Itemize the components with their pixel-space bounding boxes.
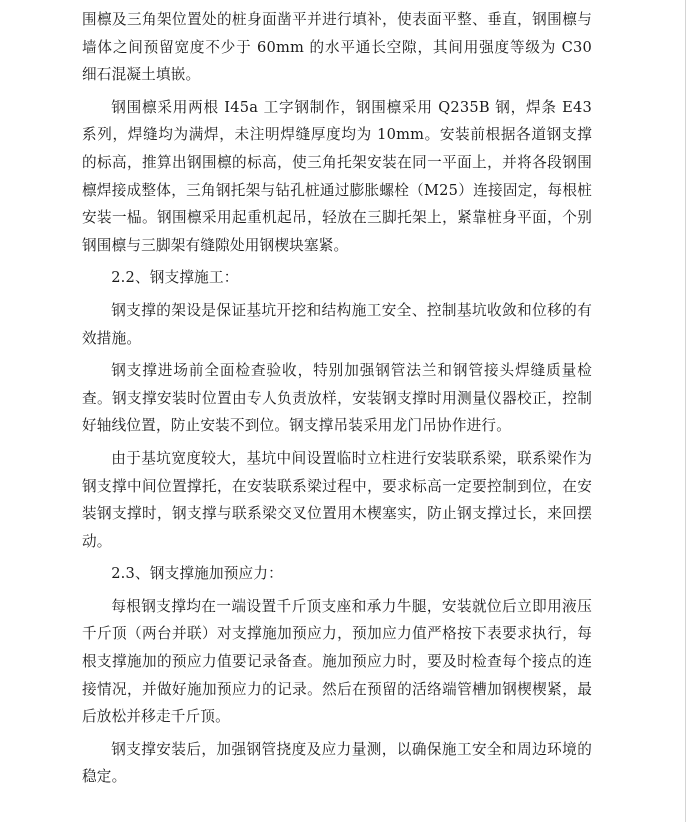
document-body (82, 6, 592, 796)
paragraph: 钢支撑进场前全面检查验收，特别加强钢管法兰和钢管接头焊缝质量检查。钢支撑安装时位置由专人负责放样，安装钢支撑时用测量仪器校正，控制好轴线位置，防止安装不到位。钢支撑吊装采用龙门吊协作进行。 (82, 362, 592, 435)
paragraph: 围檩及三角架位置处的桩身面凿平并进行填补，使表面平整、垂直，钢围檩与墙体之间预留宽度不少于 60mm 的水平通长空隙，其间用强度等级为 C30 细石混凝土填嵌。 (82, 11, 592, 84)
paragraph: 每根钢支撑均在一端设置千斤顶支座和承力牛腿，安装就位后立即用液压千斤顶（两台并联）对支撑施加预应力，预加应力值严格按下表要求执行，每根支撑施加的预应力值要记录备查。施加预应力时，要及时检查每个接点的连接情况，并做好施加预应力的记录。然后在预留的活络端管槽加钢楔楔紧，最后放松并移走千斤顶。 (82, 597, 592, 726)
paragraph: 由于基坑宽度较大，基坑中间设置临时立柱进行安装联系梁，联系梁作为钢支撑中间位置撑托，在安装联系梁过程中，要求标高一定要控制到位，在安装钢支撑时，钢支撑与联系梁交叉位置用木楔塞实，防止钢支撑过长，来回摆动。 (82, 449, 592, 550)
paragraph: 钢围檩采用两根 I45a 工字钢制作，钢围檩采用 Q235B 钢，焊条 E43 系列，焊缝均为满焊，未注明焊缝厚度均为 10mm。安装前根据各道钢支撑的标高，推算出钢围檩的标高，使三角托架安装在同一平面上，并将各段钢围檩焊接成整体，三角钢托架与钻孔桩通过膨胀螺栓（M25）连接固定，每根桩安装一榀。钢围檩采用起重机起吊，轻放在三脚托架上，紧靠桩身平面，个别钢围檩与三脚架有缝隙处用钢楔块塞紧。 (82, 98, 592, 254)
section-heading: 2.3、钢支撑施加预应力： (111, 565, 283, 583)
paragraph: 钢支撑安装后，加强钢管挠度及应力量测，以确保施工安全和周边环境的稳定。 (82, 740, 592, 786)
section-heading: 2.2、钢支撑施工： (111, 269, 239, 287)
paragraph: 钢支撑的架设是保证基坑开挖和结构施工安全、控制基坑收敛和位移的有效措施。 (82, 301, 592, 347)
page-edge (685, 0, 686, 822)
